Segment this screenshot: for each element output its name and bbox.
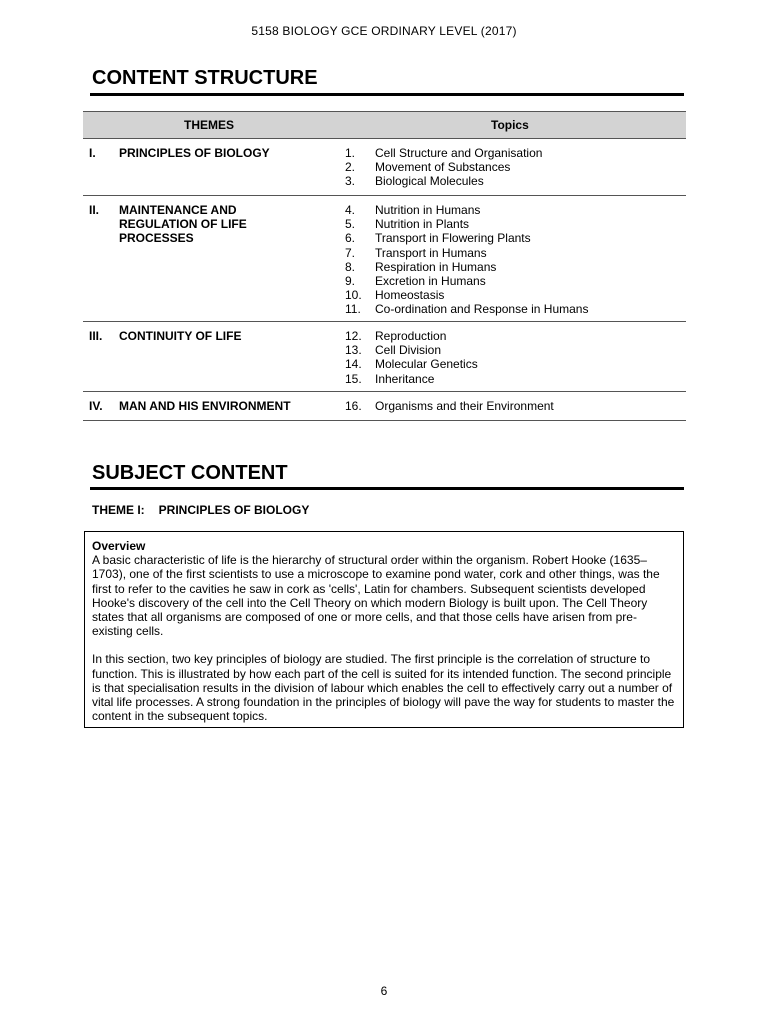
- topic-item: [345, 246, 588, 260]
- theme-name: PRINCIPLES OF BIOLOGY: [119, 146, 270, 160]
- topic-item: [345, 399, 554, 413]
- topic-number: 6.: [345, 231, 356, 246]
- topic-number: 5.: [345, 217, 356, 232]
- topic-name: Transport in Flowering Plants: [375, 231, 531, 246]
- theme-name: CONTINUITY OF LIFE: [119, 329, 242, 343]
- topic-number: 14.: [345, 357, 362, 372]
- subject-content-title: SUBJECT CONTENT: [92, 462, 288, 484]
- topic-number: 15.: [345, 371, 362, 386]
- table-header: [83, 111, 686, 139]
- topic-item: [345, 274, 588, 288]
- table-row: [83, 392, 686, 421]
- theme-number: IV.: [89, 399, 103, 413]
- page-header: 5158 BIOLOGY GCE ORDINARY LEVEL (2017): [251, 24, 517, 38]
- topic-name: Organisms and their Environment: [375, 399, 554, 413]
- table-row: [83, 196, 686, 322]
- theme-number: I.: [89, 146, 96, 160]
- overview-box: [84, 531, 684, 728]
- theme-heading: [92, 503, 309, 517]
- topic-name: Homeostasis: [375, 288, 445, 303]
- topic-number: 7.: [345, 245, 356, 260]
- topic-number: 2.: [345, 160, 356, 175]
- topic-name: Nutrition in Humans: [375, 203, 481, 217]
- topic-number: 8.: [345, 259, 356, 274]
- theme-number: II.: [89, 203, 100, 217]
- theme-prefix: THEME I:: [92, 503, 145, 517]
- topic-name: Reproduction: [375, 329, 447, 343]
- topic-item: [345, 203, 588, 217]
- topic-name: Excretion in Humans: [375, 274, 486, 289]
- topic-item: [345, 260, 588, 274]
- overview-paragraph: A basic characteristic of life is the hierarchy of structural order within the organism. Robert Hooke (1635–1703), one of the first scientists to use a microscope to examine pond water, cork and other things, was the first to refer to the cavities he saw in cork as 'cells', Latin for chambers. Subsequent scientists developed Hooke's discovery of the cell into the Cell Theory on which modern Biology is built upon. The Cell Theory states that all organisms are composed of one or more cells, and that those cells have arisen from pre-existing cells.: [92, 553, 660, 639]
- column-header-topics: Topics: [491, 118, 529, 132]
- topic-number: 13.: [345, 343, 362, 358]
- topic-item: [345, 160, 542, 174]
- topic-number: 12.: [345, 329, 362, 343]
- theme-number: III.: [89, 329, 103, 343]
- topic-name: Cell Structure and Organisation: [375, 146, 543, 160]
- topic-number: 4.: [345, 203, 356, 217]
- topic-name: Respiration in Humans: [375, 259, 497, 274]
- topic-name: Movement of Substances: [375, 160, 511, 175]
- topic-item: [345, 372, 478, 386]
- topic-list: [345, 146, 542, 189]
- topic-name: Biological Molecules: [375, 174, 484, 189]
- topic-item: [345, 288, 588, 302]
- theme-name: MAN AND HIS ENVIRONMENT: [119, 399, 291, 413]
- topic-number: 11.: [345, 302, 361, 317]
- theme-name: MAINTENANCE AND REGULATION OF LIFE PROCESSES: [119, 203, 247, 246]
- topic-number: 9.: [345, 274, 356, 289]
- topic-list: [345, 399, 554, 413]
- topic-item: [345, 343, 478, 357]
- column-header-themes: THEMES: [184, 118, 235, 132]
- title-underline: [90, 487, 684, 490]
- table-row: [83, 322, 686, 392]
- topic-name: Co-ordination and Response in Humans: [375, 302, 589, 317]
- table-row: [83, 139, 686, 196]
- topic-number: 16.: [345, 399, 362, 413]
- topic-item: [345, 302, 588, 316]
- topic-name: Molecular Genetics: [375, 357, 478, 372]
- topic-list: [345, 203, 588, 317]
- topic-item: [345, 174, 542, 188]
- topic-number: 1.: [345, 146, 356, 160]
- topic-item: [345, 146, 542, 160]
- overview-paragraph: In this section, two key principles of biology are studied. The first principle is the correlation of structure to function. This is illustrated by how each part of the cell is suited for its intended function. The second principle is that specialisation results in the division of labour which enables the cell to effectively carry out a number of vital life processes. A strong foundation in the principles of biology will pave the way for students to master the content in the subsequent topics.: [92, 652, 675, 724]
- topic-name: Cell Division: [375, 343, 442, 358]
- topic-list: [345, 329, 478, 386]
- topic-name: Inheritance: [375, 371, 435, 386]
- topic-item: [345, 329, 478, 343]
- overview-title: Overview: [92, 539, 146, 553]
- topic-item: [345, 231, 588, 245]
- topic-name: Nutrition in Plants: [375, 217, 470, 232]
- topic-number: 3.: [345, 174, 356, 189]
- topic-number: 10.: [345, 288, 362, 303]
- title-underline: [90, 93, 684, 96]
- topic-name: Transport in Humans: [375, 245, 487, 260]
- topic-item: [345, 357, 478, 371]
- content-structure-title: CONTENT STRUCTURE: [92, 67, 318, 89]
- page-number: 6: [380, 984, 388, 998]
- theme-heading-name: PRINCIPLES OF BIOLOGY: [158, 503, 310, 517]
- topic-item: [345, 217, 588, 231]
